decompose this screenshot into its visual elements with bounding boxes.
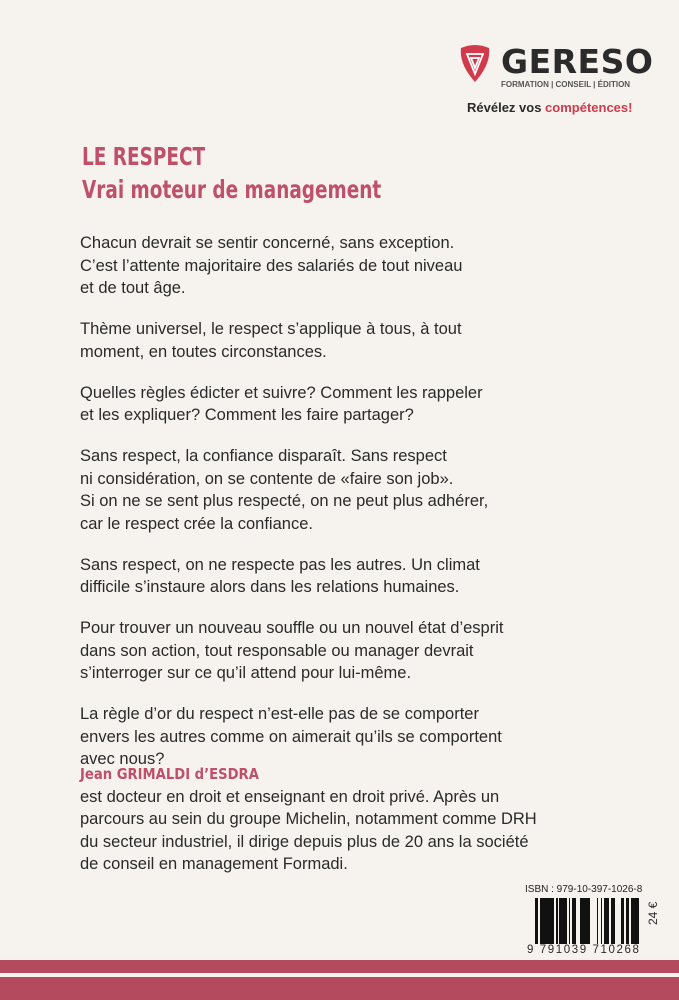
barcode-bar [540, 898, 542, 948]
barcode-bar [557, 898, 558, 948]
blurb-paragraph: Quelles règles édicter et suivre? Comment les rappeler et les expliquer? Comment les faire partager? [80, 383, 483, 424]
barcode-bar [552, 898, 554, 948]
barcode-bar [636, 898, 639, 948]
book-title [82, 140, 381, 206]
barcode-bar [569, 898, 570, 948]
barcode-bar [604, 898, 606, 948]
barcode-bar [589, 898, 590, 948]
tagline-prefix: Révélez vos [467, 100, 546, 115]
bottom-band [0, 977, 679, 1000]
barcode-bar [612, 898, 615, 948]
barcode-bar [608, 898, 609, 948]
publisher-brand: GERESO [501, 42, 654, 81]
publisher-subtitle: FORMATION | CONSEIL | ÉDITION [501, 80, 631, 89]
barcode-bar [626, 898, 629, 948]
bottom-band [0, 960, 679, 973]
barcode-bar [572, 898, 575, 948]
title-line-1: LE RESPECT [82, 142, 206, 171]
barcode-bar [606, 898, 608, 948]
barcode-bar [550, 898, 552, 948]
barcode-bar [580, 898, 583, 948]
barcode-bar [548, 898, 550, 948]
blurb-paragraph: Sans respect, la confiance disparaît. Sans respect ni considération, on se contente de «faire son job». Si on ne se sent plus respecté, on ne peut plus adhérer, car le respect crée la confiance. [80, 447, 489, 533]
barcode-bar [621, 898, 622, 948]
blurb [80, 232, 640, 789]
tagline-highlight: compétences! [545, 100, 633, 115]
barcode-bar [559, 898, 562, 948]
barcode-bar [564, 898, 567, 948]
publisher-logo [455, 42, 655, 122]
barcode-number: 9 791039 710268 [527, 944, 641, 956]
author-name: Jean GRIMALDI d’ESDRA [80, 765, 259, 783]
blurb-paragraph: La règle d’or du respect n’est-elle pas de se comporter envers les autres comme on aimerait qu’ils se comportent avec nous? [80, 705, 502, 768]
isbn: ISBN : 979-10-397-1026-8 [525, 884, 643, 895]
author-section [80, 763, 650, 876]
barcode-bar [542, 898, 545, 948]
barcode-bar [583, 898, 586, 948]
barcode-bar [633, 898, 636, 948]
barcode-bar [597, 898, 598, 948]
barcode-bar [535, 898, 538, 948]
title-line-2: Vrai moteur de management [82, 175, 382, 204]
barcode-bar [611, 898, 612, 948]
barcode-bar [556, 898, 557, 948]
gereso-shield-icon [458, 44, 492, 84]
barcode [533, 898, 639, 948]
barcode-bar [586, 898, 589, 948]
barcode-bar [545, 898, 548, 948]
author-bio: est docteur en droit et enseignant en droit privé. Après un parcours au sein du groupe Michelin, notamment comme DRH du secteur industriel, il dirige depuis plus de 20 ans la société de conseil en management Formadi. [80, 787, 537, 873]
barcode-bar [562, 898, 564, 948]
barcode-bar [622, 898, 624, 948]
barcode-bar [631, 898, 633, 948]
blurb-paragraph: Chacun devrait se sentir concerné, sans exception. C’est l’attente majoritaire des salariés de tout niveau et de tout âge. [80, 234, 463, 297]
barcode-bar [575, 898, 576, 948]
price: 24 € [646, 901, 660, 925]
blurb-paragraph: Pour trouver un nouveau souffle ou un nouvel état d’esprit dans son action, tout responsable ou manager devrait s’interroger sur ce qu’il attend pour lui-même. [80, 619, 504, 682]
publisher-tagline [467, 100, 632, 115]
blurb-paragraph: Thème universel, le respect s’applique à tous, à tout moment, en toutes circonstances. [80, 320, 462, 361]
blurb-paragraph: Sans respect, on ne respecte pas les autres. Un climat difficile s’instaure alors dans les relations humaines. [80, 555, 480, 596]
barcode-bar [601, 898, 602, 948]
